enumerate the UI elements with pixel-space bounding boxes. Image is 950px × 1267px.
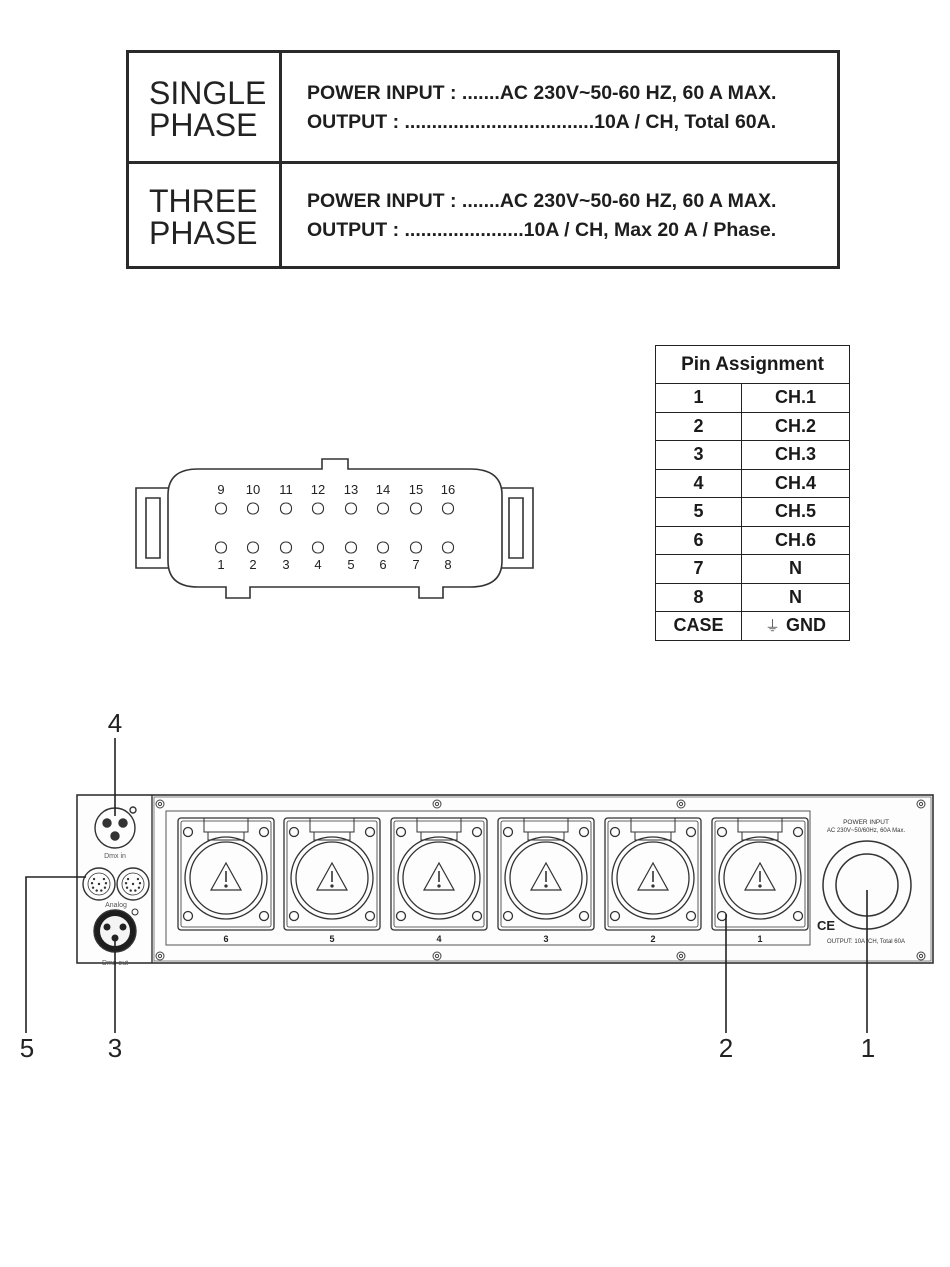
pin-row: 2 CH.2	[656, 412, 850, 441]
phase-label: THREE PHASE	[129, 161, 282, 266]
pin-number: 3	[282, 557, 290, 572]
power-input-spec: POWER INPUT : .......AC 230V~50-60 HZ, 60 A MAX.	[307, 190, 777, 212]
phase-label: SINGLE PHASE	[129, 53, 282, 161]
callout-number-4: 4	[107, 708, 123, 738]
pin-number: 7	[412, 557, 420, 572]
socket-label: 2	[650, 934, 656, 944]
pin-number: 16	[440, 482, 456, 497]
dmx-out-label: Dmx out	[101, 960, 129, 967]
spec-table	[126, 50, 840, 269]
callout-number-1: 1	[860, 1033, 876, 1063]
socket-label: 1	[757, 934, 763, 944]
pin-hole	[281, 542, 292, 553]
pin-row: 7 N	[656, 555, 850, 584]
pin-hole	[248, 503, 259, 514]
pin-number: 9	[217, 482, 225, 497]
pin-row: 8 N	[656, 583, 850, 612]
pin-hole	[313, 542, 324, 553]
pin-hole	[378, 542, 389, 553]
right-latch	[502, 488, 533, 568]
dmx-in-label: Dmx in	[104, 853, 126, 860]
output-spec: OUTPUT : ......................10A / CH, Max 20 A / Phase.	[307, 219, 777, 241]
pin-hole	[411, 503, 422, 514]
pin-hole	[248, 542, 259, 553]
power-input-title: POWER INPUT	[843, 819, 889, 826]
pin-number: 12	[310, 482, 326, 497]
callout-number-3: 3	[107, 1033, 123, 1063]
pin-row: 3 CH.3	[656, 441, 850, 470]
pin-number: 2	[249, 557, 257, 572]
pin-hole	[378, 503, 389, 514]
connector-body	[168, 459, 502, 598]
pin-hole	[281, 503, 292, 514]
pin-hole	[443, 542, 454, 553]
pin-number: 15	[408, 482, 424, 497]
pin-hole	[443, 503, 454, 514]
pin-hole	[216, 542, 227, 553]
pin-number: 1	[217, 557, 225, 572]
ce-mark: CE	[816, 918, 836, 933]
spec-body	[307, 187, 827, 245]
output-spec: OUTPUT : ...................................10A / CH, Total 60A.	[307, 111, 777, 133]
pin-row: 4 CH.4	[656, 469, 850, 498]
pin-number: 4	[314, 557, 322, 572]
pin-row: 5 CH.5	[656, 498, 850, 527]
socket-label: 3	[543, 934, 549, 944]
pin-hole	[346, 503, 357, 514]
pin-number: 8	[444, 557, 452, 572]
pin-hole	[346, 542, 357, 553]
spec-body	[307, 79, 827, 137]
pin-hole	[313, 503, 324, 514]
power-input-rating: AC 230V~50/60Hz, 60A Max.	[826, 828, 906, 834]
pin-number: 13	[343, 482, 359, 497]
left-latch	[136, 488, 168, 568]
pin-number: 14	[375, 482, 391, 497]
pin-hole	[411, 542, 422, 553]
pin-row: 1 CH.1	[656, 384, 850, 413]
socket-label: 4	[436, 934, 442, 944]
pin-number: 6	[379, 557, 387, 572]
callout-number-5: 5	[19, 1033, 35, 1063]
pin-hole	[216, 503, 227, 514]
callout-number-2: 2	[718, 1033, 734, 1063]
output-rating-label: OUTPUT: 10A /CH, Total 60A	[827, 939, 905, 945]
pin-assignment-table	[655, 345, 850, 641]
socket-label: 6	[223, 934, 229, 944]
power-input-spec: POWER INPUT : .......AC 230V~50-60 HZ, 60 A MAX.	[307, 82, 777, 104]
connector-diagram	[130, 455, 540, 605]
spec-row-three-phase	[129, 161, 837, 266]
pin-row-case: CASE ⏚ GND	[656, 612, 850, 641]
pin-table-title: Pin Assignment	[656, 346, 850, 384]
pin-number: 5	[347, 557, 355, 572]
pin-row: 6 CH.6	[656, 526, 850, 555]
rear-panel-diagram	[0, 700, 950, 1070]
analog-label: Analog	[105, 902, 127, 909]
pin-number: 10	[245, 482, 261, 497]
pin-number: 11	[279, 482, 293, 497]
socket-label: 5	[329, 934, 335, 944]
spec-row-single-phase	[129, 53, 837, 164]
ground-icon: ⏚	[764, 618, 780, 636]
